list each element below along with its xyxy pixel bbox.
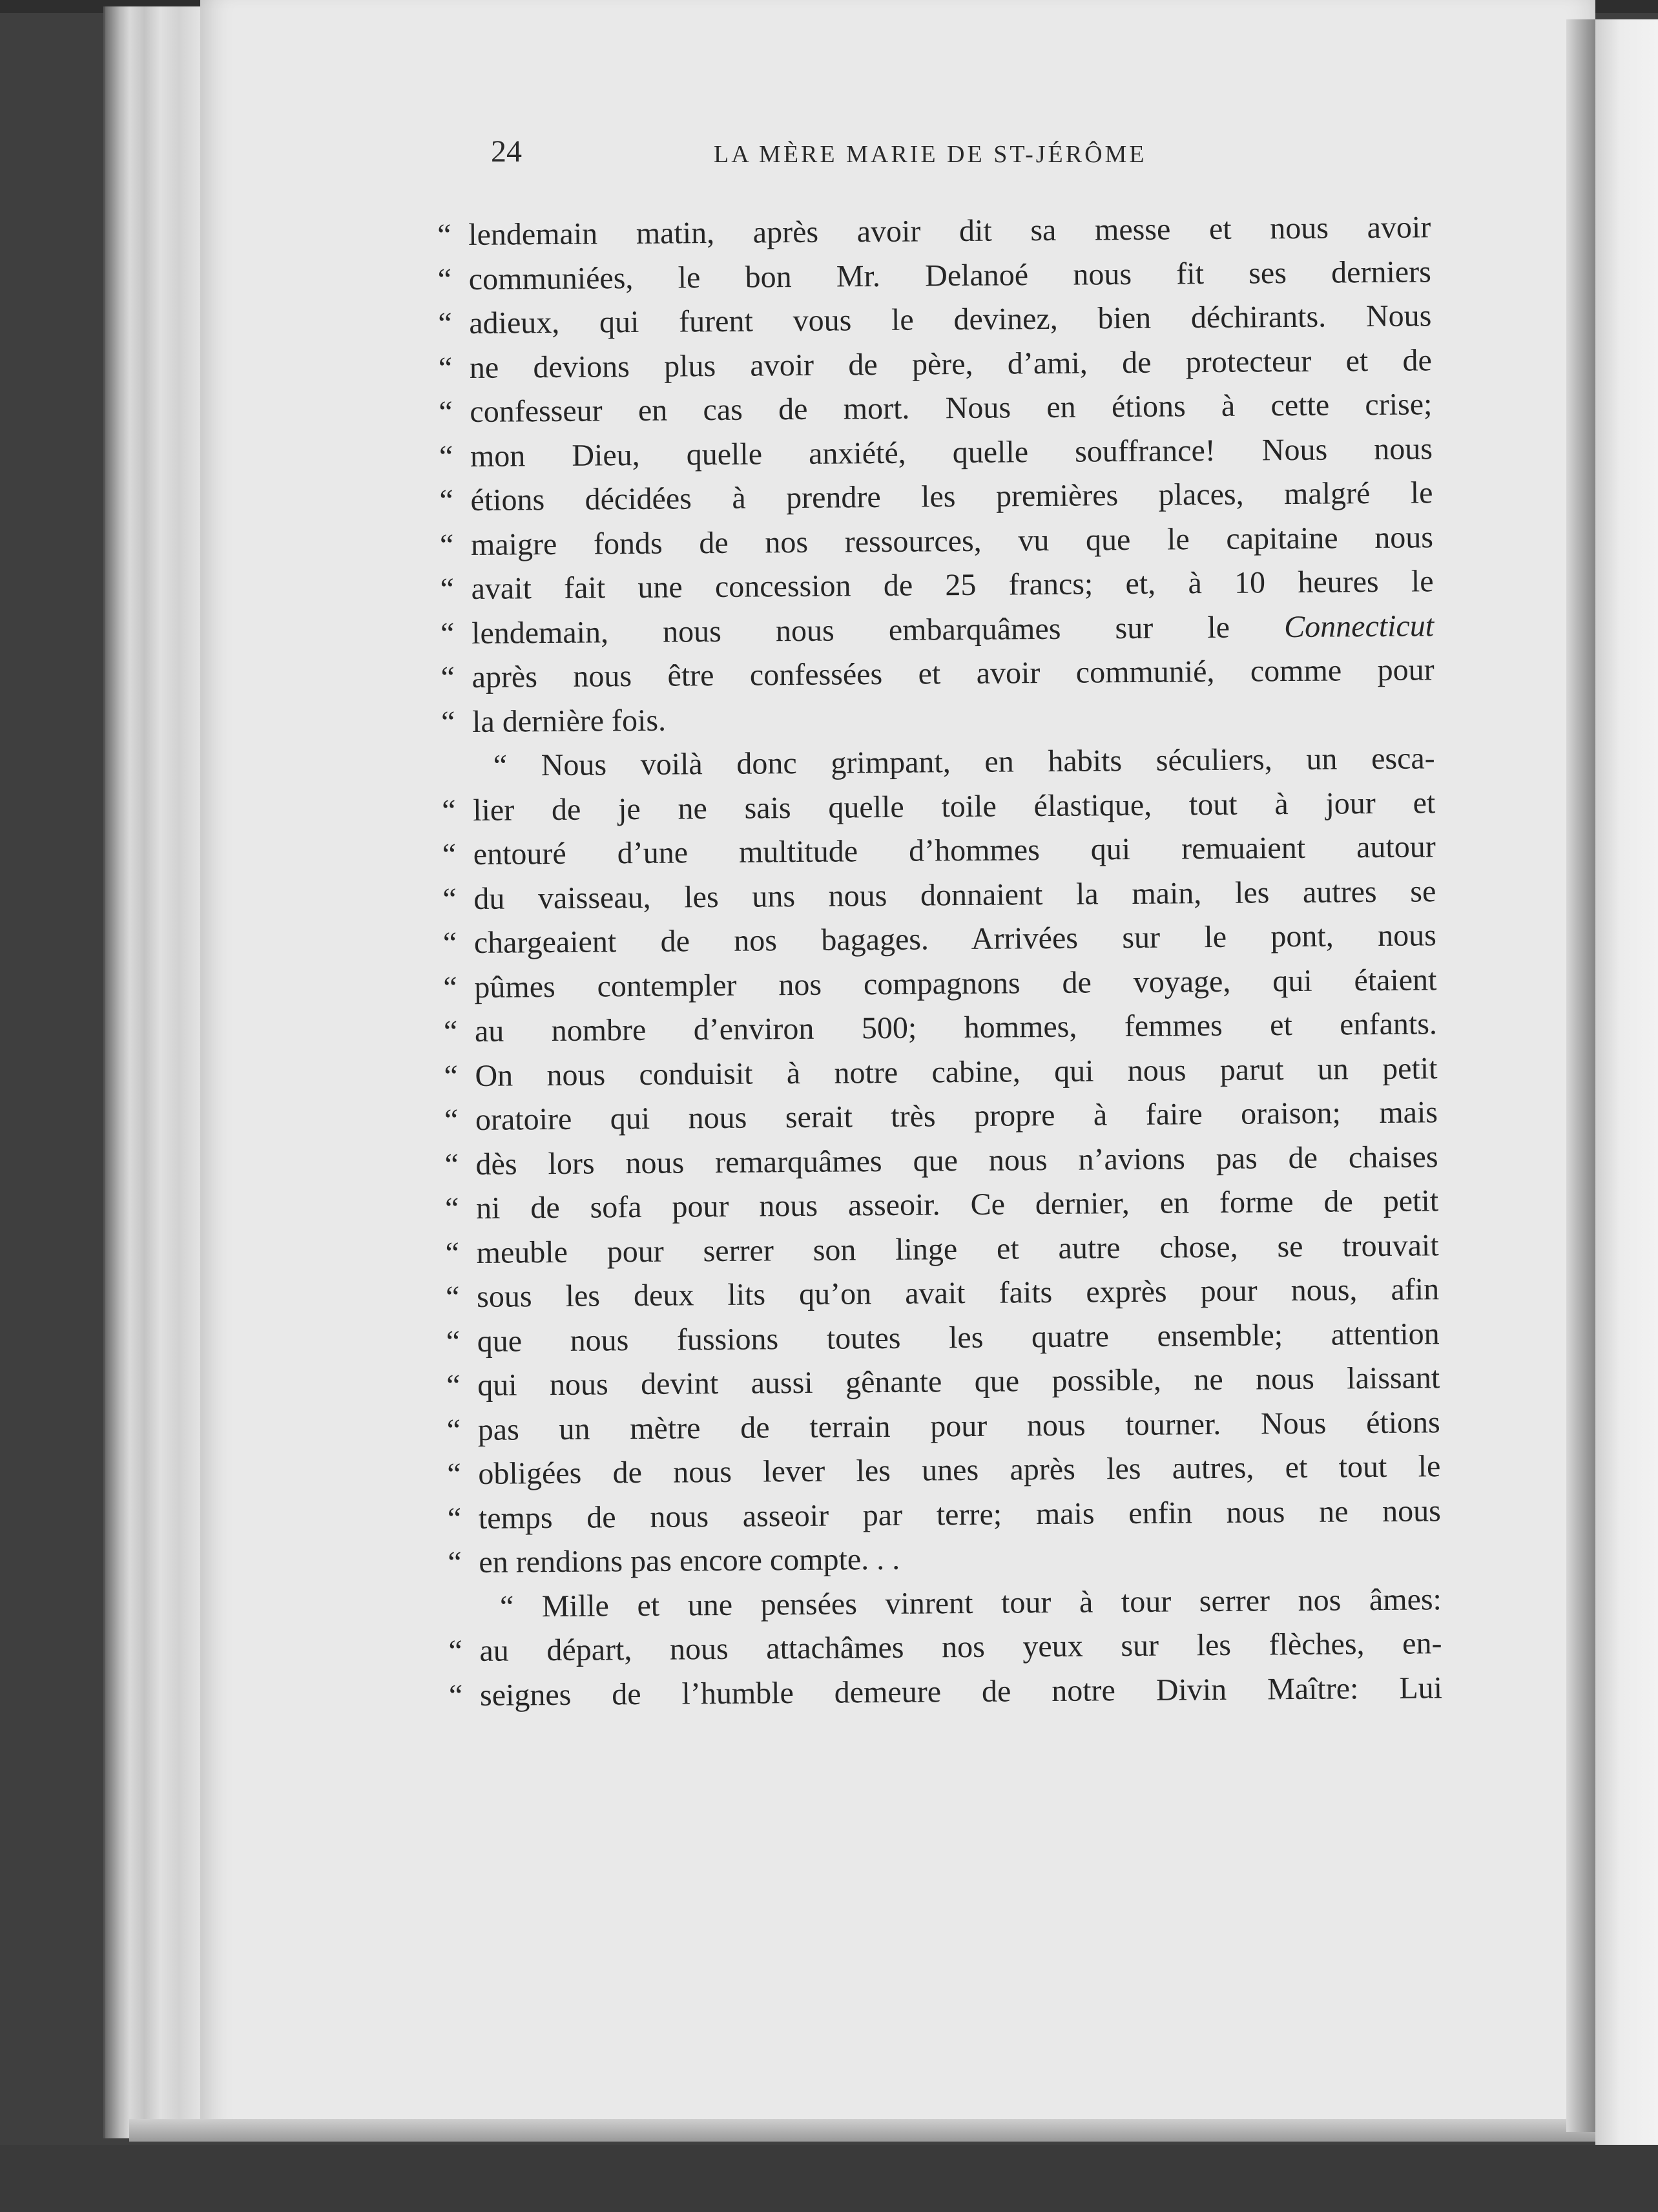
scan-background-bottom — [0, 2145, 1658, 2212]
quote-mark: “ — [439, 439, 453, 474]
quote-mark: “ — [438, 350, 453, 385]
quote-mark: “ — [448, 1634, 463, 1669]
text-line — [442, 781, 1436, 833]
line-text: maigre fonds de nos ressources, vu que le capitaine nous — [470, 519, 1434, 562]
quote-mark: “ — [442, 881, 457, 916]
text-line — [447, 1489, 1442, 1541]
page-header — [491, 132, 1221, 178]
quote-mark: “ — [439, 483, 454, 518]
text-line — [446, 1401, 1440, 1452]
facing-page-edge — [1595, 19, 1658, 2145]
text-line — [442, 825, 1436, 877]
line-text: qui nous devint aussi gênante que possible, ne nous laissant — [477, 1361, 1440, 1403]
quote-mark: “ — [446, 1368, 461, 1403]
line-text: entouré d’une multitude d’hommes qui remuaient autour — [473, 830, 1436, 871]
quote-mark: “ — [440, 704, 455, 739]
line-text: ni de sofa pour nous asseoir. Ce dernier, en forme de petit — [475, 1184, 1439, 1226]
quote-mark: “ — [439, 395, 453, 430]
text-line — [444, 1090, 1438, 1142]
quote-mark: “ — [437, 218, 451, 253]
text-line — [438, 294, 1432, 346]
text-line — [447, 1445, 1441, 1496]
line-text: lendemain matin, après avoir dit sa messe et nous avoir — [468, 210, 1431, 252]
line-text: adieux, qui furent vous le devinez, bien déchirants. Nous — [469, 298, 1432, 340]
quote-mark: “ — [447, 1457, 461, 1492]
line-text: sous les deux lits qu’on avait faits exprès pour nous, afin — [476, 1272, 1440, 1314]
text-line — [444, 1179, 1439, 1231]
text-line — [442, 870, 1436, 921]
quote-mark: “ — [445, 1280, 460, 1315]
body-text — [437, 205, 1443, 1718]
page-number: 24 — [491, 134, 522, 169]
line-text: que nous fussions toutes les quatre ensemble; attention — [477, 1316, 1440, 1359]
quote-mark: “ — [442, 793, 456, 828]
quote-mark: “ — [440, 616, 455, 651]
quote-mark: “ — [448, 1545, 462, 1580]
quote-mark: “ — [444, 1147, 459, 1182]
text-line — [440, 693, 1435, 744]
text-line — [439, 427, 1433, 479]
text-line — [439, 471, 1433, 523]
line-text: dès lors nous remarquâmes que nous n’avions pas de chaises — [475, 1139, 1438, 1182]
running-head: LA MÈRE MARIE DE ST-JÉRÔME — [714, 141, 1147, 168]
line-text: pas un mètre de terrain pour nous tourner. Nous étions — [477, 1404, 1440, 1447]
text-line — [472, 736, 1435, 788]
text-line — [448, 1622, 1442, 1673]
line-text: meuble pour serrer son linge et autre chose, se trouvait — [476, 1227, 1439, 1270]
quote-mark: “ — [446, 1412, 461, 1447]
quote-mark: “ — [440, 660, 455, 695]
line-text: “ Nous voilà donc grimpant, en habits séculiers, un esca- — [493, 741, 1435, 783]
text-line — [437, 205, 1431, 257]
text-line — [440, 604, 1435, 656]
quote-mark: “ — [445, 1235, 460, 1270]
line-text: oratoire qui nous serait très propre à faire oraison; mais — [475, 1095, 1438, 1137]
line-text: avait fait une concession de 25 francs; et, à 10 heures le — [471, 564, 1434, 606]
text-line — [440, 648, 1435, 700]
quote-mark: “ — [448, 1678, 463, 1713]
line-text: lier de je ne sais quelle toile élastique, tout à jour et — [473, 785, 1436, 828]
line-text: étions décidées à prendre les premières places, malgré le — [470, 475, 1433, 517]
quote-mark: “ — [440, 572, 455, 607]
text-line — [444, 1135, 1438, 1187]
line-text: “ Mille et une pensées vinrent tour à tour serrer nos âmes: — [499, 1581, 1442, 1624]
text-line — [446, 1312, 1440, 1364]
quote-mark: “ — [444, 1058, 459, 1093]
text-line — [479, 1578, 1442, 1629]
line-text: communiées, le bon Mr. Delanoé nous fit ses derniers — [468, 254, 1431, 297]
text-line — [443, 958, 1437, 1010]
line-text: du vaisseau, les uns nous donnaient la main, les autres se — [473, 873, 1436, 916]
text-line — [442, 913, 1437, 965]
quote-mark: “ — [444, 1191, 459, 1226]
line-text: confesseur en cas de mort. Nous en étions à cette crise; — [470, 387, 1433, 429]
line-text: seignes de l’humble demeure de notre Divin Maître: Lui — [479, 1670, 1443, 1713]
line-text: ne devions plus avoir de père, d’ami, de protecteur et de — [469, 342, 1433, 385]
quote-mark: “ — [446, 1324, 461, 1359]
text-line — [438, 339, 1433, 390]
text-line — [444, 1047, 1438, 1098]
text-line — [445, 1224, 1439, 1275]
line-text: pûmes contempler nos compagnons de voyage, qui étaient — [474, 962, 1437, 1005]
line-text: au nombre d’environ 500; hommes, femmes et enfants. — [474, 1007, 1438, 1049]
text-line — [448, 1533, 1441, 1585]
line-text: lendemain, nous nous embarquâmes sur le — [471, 609, 1285, 651]
text-line — [440, 559, 1434, 611]
line-text: au départ, nous attachâmes nos yeux sur les flèches, en- — [479, 1626, 1442, 1668]
line-text: On nous conduisit à notre cabine, qui nous parut un petit — [475, 1050, 1438, 1093]
text-line — [448, 1666, 1443, 1718]
line-text: mon Dieu, quelle anxiété, quelle souffrance! Nous nous — [470, 431, 1433, 474]
text-line — [439, 382, 1433, 434]
text-line — [439, 516, 1434, 567]
quote-mark: “ — [438, 306, 452, 341]
quote-mark: “ — [442, 926, 457, 961]
line-text: chargeaient de nos bagages. Arrivées sur le pont, nous — [473, 918, 1437, 960]
quote-mark: “ — [442, 837, 457, 872]
quote-mark: “ — [444, 1103, 459, 1138]
text-line — [445, 1268, 1440, 1319]
quote-mark: “ — [439, 527, 454, 562]
text-line — [446, 1356, 1440, 1408]
quote-mark: “ — [443, 1014, 458, 1049]
quote-mark: “ — [443, 970, 457, 1005]
line-text: la dernière fois. — [471, 703, 667, 739]
line-text: temps de nous asseoir par terre; mais enfin nous ne nous — [478, 1493, 1442, 1536]
line-text: obligées de nous lever les unes après les autres, et tout le — [478, 1449, 1441, 1491]
line-text: après nous être confessées et avoir communié, comme pour — [471, 652, 1435, 694]
text-line — [437, 250, 1431, 302]
text-line — [443, 1002, 1438, 1054]
ship-name: Connecticut — [1283, 608, 1435, 644]
line-text: en rendions pas encore compte. . . — [479, 1541, 900, 1580]
page-bottom-edge — [129, 2119, 1602, 2142]
quote-mark: “ — [447, 1501, 462, 1536]
quote-mark: “ — [437, 262, 452, 297]
